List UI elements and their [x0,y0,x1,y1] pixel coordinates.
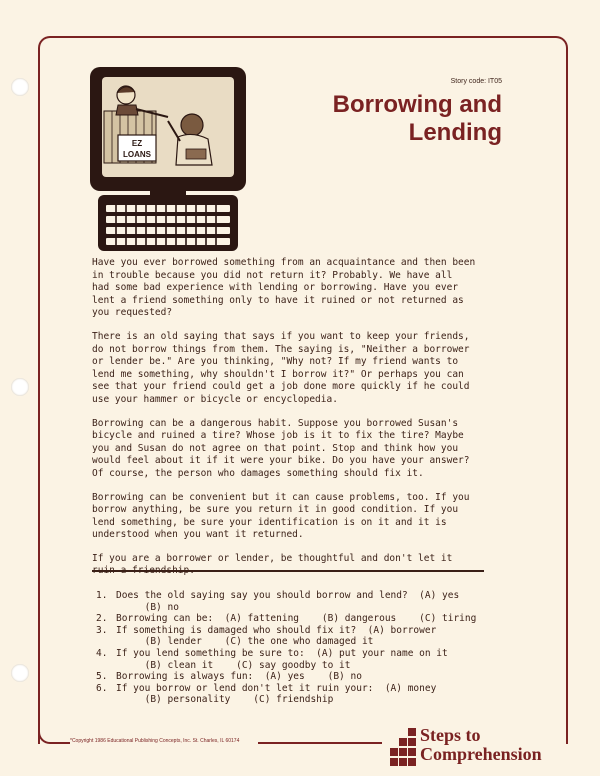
steps-blocks-icon [386,728,420,768]
logo-line1: Steps to [420,725,481,745]
story-body [92,257,492,589]
question-number: 1. [96,590,108,601]
question-number: 3. [96,624,108,636]
copyright-notice: *Copyright 1986 Educational Publishing Concepts, Inc. St. Charles, IL 60174 [70,738,240,744]
question-text: If you lend something be sure to: (A) put your name on it [116,647,448,659]
story-paragraph: Borrowing can be convenient but it can cause problems, too. If you borrow anything, be sure you return it in good condition. If you lend something, be sure your identification is on it and it is understood when you want it returned. [92,491,470,541]
story-code: Story code: IT05 [450,78,502,85]
question-options: (B) personality (C) friendship [116,694,334,706]
story-paragraph: Have you ever borrowed something from an acquaintance and then been in trouble because you did not return it? Probably. We have all had some bad experience with lending or borrowing. Have you ever lent a friend something only to have it ruined or not returned as you requested? [92,257,476,319]
question-text: Borrowing can be: (A) fattening (B) dangerous (C) tiring [116,613,477,625]
question-options: (B) lender (C) the one who damaged it [116,636,374,648]
logo-line2: Comprehension [420,744,542,764]
question-text: If you borrow or lend don't let it ruin your: (A) money [116,682,437,694]
computer-illustration [88,65,248,253]
question-text: Does the old saying say you should borrow and lend? (A) yes [116,590,460,601]
question-number: 6. [96,682,108,694]
question-item [96,671,496,683]
question-text: Borrowing is always fun: (A) yes (B) no [116,671,362,683]
punch-hole-bottom [11,664,29,682]
question-options: (B) clean it (C) say goodby to it [116,659,351,671]
question-item [96,625,496,648]
page-frame-corner [38,720,66,744]
question-item [96,613,496,625]
page-title-line1: Borrowing and [332,91,502,118]
question-number: 2. [96,613,108,625]
page-title [262,91,502,147]
loan-sign-line2: LOANS [123,150,151,159]
question-number: 4. [96,647,108,659]
question-text: If something is damaged who should fix it? (A) borrower [116,624,437,636]
steps-to-comprehension-logo [386,726,576,770]
question-number: 5. [96,671,108,683]
punch-hole-top [11,78,29,96]
story-paragraph: There is an old saying that says if you want to keep your friends, do not borrow things from them. The saying is, "Neither a borrower or lender be." Are you thinking, "Why not? If my friend wants to lend me something, why shouldn't I borrow it?" Or perhaps you can see that your friend could get a job done more quickly if he could use your hammer or bicycle or encyclopedia. [92,330,470,405]
question-options: (B) no [116,601,179,613]
logo-wordmark [420,726,542,764]
question-item [96,683,496,706]
section-divider [92,570,484,572]
story-paragraph: If you are a borrower or lender, be thoughtful and don't let it [92,552,453,564]
question-item [96,648,496,671]
question-list [96,590,496,706]
page-title-line2: Lending [408,119,502,146]
question-item [96,590,496,613]
punch-hole-middle [11,378,29,396]
story-paragraph: Borrowing can be a dangerous habit. Suppose you borrowed Susan's bicycle and ruined a tire? Whose job is it to fix the tire? Maybe you and Susan do not agree on that point. Stop and think how you would feel about it if it were your bike. Do you have your answer? Of course, the person who damages something should fix it. [92,417,470,479]
loan-sign-line1: EZ [131,139,143,148]
page-frame-bottom-rule [258,742,382,744]
